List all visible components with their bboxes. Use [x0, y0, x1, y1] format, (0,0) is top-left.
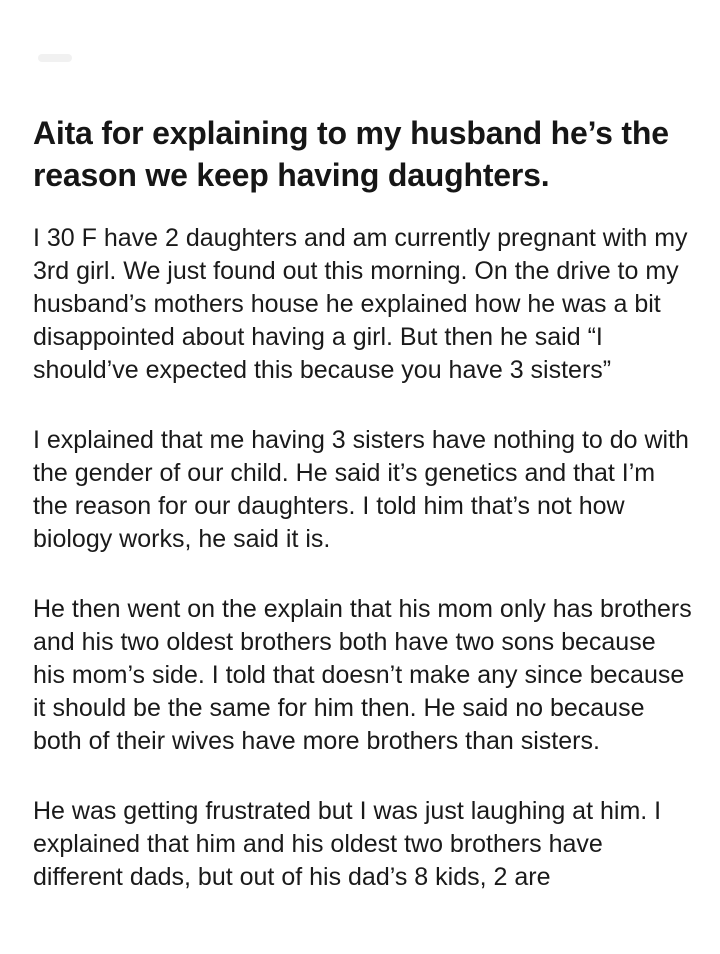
faded-logo-icon	[38, 54, 72, 62]
top-bar	[0, 0, 720, 96]
post	[33, 112, 693, 931]
post-paragraph-3: He then went on the explain that his mom only has brothers and his two oldest brothers both have two sons because his mom’s side. I told that doesn’t make any since because it should be the same for him then. He said no because both of their wives have more brothers than sisters.	[33, 595, 692, 755]
post-paragraph-1: I 30 F have 2 daughters and am currently pregnant with my 3rd girl. We just found out this morning. On the drive to my husband’s mothers house he explained how he was a bit disappointed about having a girl. But then he said “I should’ve expected this because you have 3 sisters”	[33, 224, 688, 384]
post-body	[33, 222, 693, 894]
post-title: Aita for explaining to my husband he’s the reason we keep having daughters.	[33, 115, 669, 193]
post-paragraph-4: He was getting frustrated but I was just laughing at him. I explained that him and his oldest two brothers have different dads, but out of his dad’s 8 kids, 2 are	[33, 797, 662, 891]
post-paragraph-2: I explained that me having 3 sisters have nothing to do with the gender of our child. He said it’s genetics and that I’m the reason for our daughters. I told him that’s not how biology works, he said it is.	[33, 426, 689, 553]
